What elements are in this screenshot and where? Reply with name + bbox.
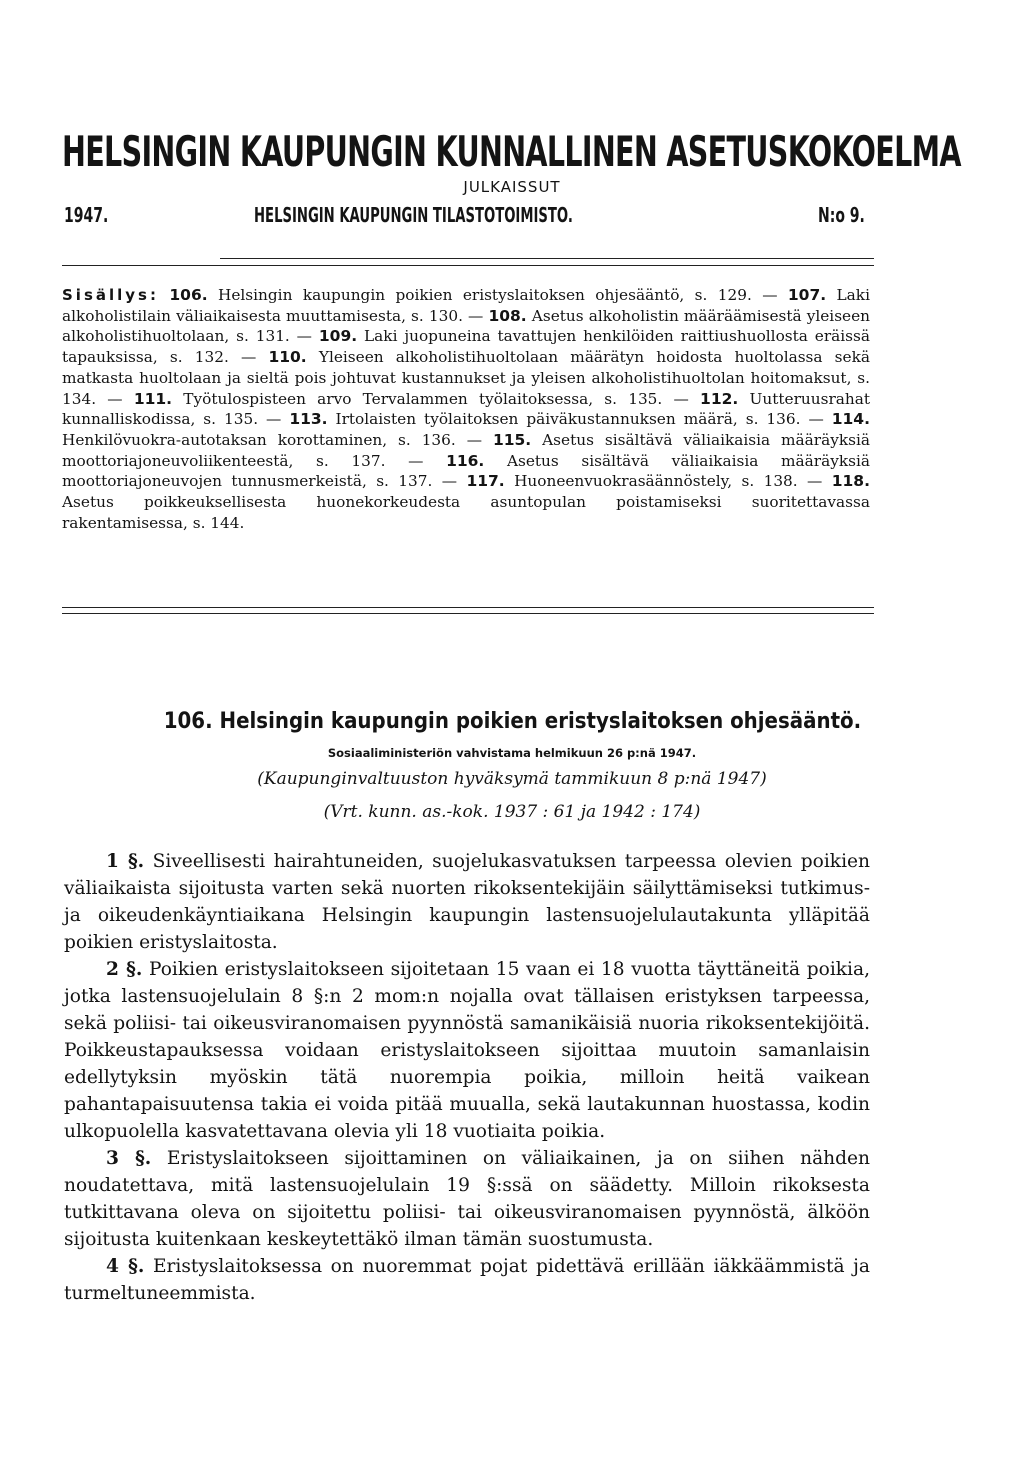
- masthead-title: HELSINGIN KAUPUNGIN KUNNALLINEN ASETUSKOKOELMA: [62, 127, 961, 176]
- contents-entry-number: 109.: [318, 327, 358, 346]
- contents-entry-text: Huoneenvuokrasäännöstely, s. 138.: [504, 472, 798, 491]
- masthead-number: N:o 9.: [818, 203, 865, 227]
- table-of-contents: [62, 285, 870, 533]
- statute-section: [64, 956, 870, 1145]
- section-text: Poikien eristyslaitokseen sijoitetaan 15 vaan ei 18 vuotta täyttäneitä poikia, jotka lastensuojelulain 8 §:n 2 mom:n nojalla ovat tällaisen eristyksen tarpeessa, sekä poliisi- tai oikeusviranomaisen pyynnöstä samanikäisiä nuoria rikoksentekijöitä. Poikkeustapauksessa voidaan eristyslaitokseen sijoittaa muutoin samanlaisin edellytyksin myöskin tätä nuorempia poikia, milloin heitä vaikean pahantapaisuutensa takia ei voida pitää muualla, sekä lautakunnan huostassa, kodin ulkopuolella kasvatettavana olevia yli 18 vuotiaita poikia.: [64, 959, 870, 1142]
- contents-entry-number: 107.: [787, 286, 827, 304]
- contents-entry-text: Irtolaisten työlaitoksen päiväkustannuksen määrä, s. 136.: [327, 410, 801, 429]
- statute-title: [0, 707, 1024, 737]
- contents-entry-number: 114.: [831, 410, 870, 429]
- statute-body: [64, 848, 870, 1307]
- section-number: 4 §.: [106, 1256, 145, 1277]
- contents-entry-text: Asetus alkoholistin määräämisestä yleiseen alkoholistihuoltolaan, s. 131.: [62, 306, 870, 346]
- contents-entry-text: Yleiseen alkoholistihuoltolaan määrätyn hoidosta huoltolassa sekä matkasta huoltolaan ja sieltä pois johtuvat kustannukset ja yleisen alkoholistihuoltolan hoitomaksut, s. 134.: [62, 348, 870, 408]
- statute-section: [64, 1253, 870, 1307]
- masthead-year: 1947.: [64, 203, 109, 227]
- contents-entry-text: Helsingin kaupungin poikien eristyslaitoksen ohjesääntö, s. 129.: [207, 286, 752, 304]
- contents-entry-text: Henkilövuokra-autotaksan korottaminen, s. 136.: [62, 430, 456, 449]
- contents-entry-number: 118.: [831, 472, 870, 491]
- contents-rule-bottom: [62, 613, 874, 614]
- header-rule-bottom: [62, 265, 874, 266]
- section-number: 2 §.: [106, 959, 143, 980]
- contents-entry-number: 117.: [466, 472, 505, 491]
- contents-entry-number: 108.: [488, 306, 527, 325]
- contents-entry-number: 106.: [169, 286, 208, 304]
- contents-entry-text: Asetus sisältävä väliaikaisia määräyksiä moottoriajoneuvoliikenteestä, s. 137.: [62, 430, 870, 470]
- contents-entries: 106. Helsingin kaupungin poikien eristyslaitoksen ohjesääntö, s. 129. — 107. Laki alkoholistilain väliaikaisesta muuttamisesta, s. 130. — 108. Asetus alkoholistin määräämisestä yleiseen alkoholistihuoltolaan, s. 131. — 109. Laki juopuneina tavattujen henkilöiden raittiushuollosta eräissä tapauksissa, s. 132. — 110. Yleiseen alkoholistihuoltolaan määrätyn hoidosta huoltolassa sekä matkasta huoltolaan ja sieltä pois johtuvat kustannukset ja yleisen alkoholistihuoltolan hoitomaksut, s. 134. — 111. Työtulospisteen arvo Tervalammen työlaitoksessa, s. 135. — 112. Uutteruusrahat kunnalliskodissa, s. 135. — 113. Irtolaisten työlaitoksen päiväkustannuksen määrä, s. 136. — 114. Henkilövuokra-autotaksan korottaminen, s. 136. — 115. Asetus sisältävä väliaikaisia määräyksiä moottoriajoneuvoliikenteestä, s. 137. — 116. Asetus sisältävä väliaikaisia määräyksiä moottoriajoneuvojen tunnusmerkeistä, s. 137. — 117. Huoneenvuokrasäännöstely, s. 138. — 118. Asetus poikkeuksellisesta huonekorkeudesta asuntopulan poistamiseksi suoritettavassa rakentamisessa, s. 144.: [62, 286, 871, 532]
- contents-entry-text: Laki alkoholistilain väliaikaisesta muuttamisesta, s. 130.: [62, 286, 870, 325]
- header-rule-top: [220, 258, 874, 259]
- contents-entry-text: Työtulospisteen arvo Tervalammen työlaitoksessa, s. 135.: [172, 389, 663, 408]
- approval-note: Sosiaaliministeriön vahvistama helmikuun 26 p:nä 1947.: [327, 746, 697, 760]
- statute-title-text: 106. Helsingin kaupungin poikien eristyslaitoksen ohjesääntö.: [163, 709, 861, 734]
- reference-note: (Vrt. kunn. as.-kok. 1937 : 61 ja 1942 : 174): [323, 802, 701, 822]
- section-text: Eristyslaitokseen sijoittaminen on väliaikainen, ja on siihen nähden noudatettava, mitä lastensuojelulain 19 §:ssä on säädetty. Milloin rikoksesta tutkittavana oleva on sijoitettu poliisi- tai oikeusviranomaisen pyynnöstä, älköön sijoitusta kuitenkaan keskeytettäkö ilman tämän suostumusta.: [64, 1148, 871, 1250]
- masthead-publisher: HELSINGIN KAUPUNGIN TILASTOTOIMISTO.: [254, 203, 573, 227]
- contents-entry-number: 116.: [446, 451, 485, 470]
- masthead-subtitle: JULKAISSUT: [463, 178, 561, 196]
- contents-entry-text: Uutteruusrahat kunnalliskodissa, s. 135.: [62, 389, 871, 429]
- contents-entry-text: Laki juopuneina tavattujen henkilöiden raittiushuollosta eräissä tapauksissa, s. 132.: [62, 327, 870, 367]
- contents-rule-top: [62, 607, 874, 608]
- contents-entry-number: 115.: [492, 430, 532, 449]
- section-text: Eristyslaitoksessa on nuoremmat pojat pidettävä erillään iäkkäämmistä ja turmeltuneemmista.: [64, 1256, 870, 1304]
- contents-entry-number: 112.: [700, 389, 739, 408]
- statute-section: [64, 1145, 870, 1253]
- statute-section: [64, 848, 870, 956]
- contents-entry-number: 113.: [289, 410, 328, 429]
- contents-entry-number: 111.: [133, 389, 173, 408]
- contents-entry-text: Asetus poikkeuksellisesta huonekorkeudesta asuntopulan poistamiseksi suoritettavassa rakentamisessa, s. 144.: [62, 493, 870, 532]
- section-number: 3 §.: [106, 1148, 152, 1169]
- section-number: 1 §.: [106, 851, 145, 872]
- contents-label: Sisällys:: [62, 286, 159, 304]
- contents-entry-number: 110.: [268, 348, 307, 367]
- contents-entry-text: Asetus sisältävä väliaikaisia määräyksiä moottoriajoneuvojen tunnusmerkeistä, s. 137.: [62, 451, 870, 491]
- section-text: Siveellisesti hairahtuneiden, suojelukasvatuksen tarpeessa olevien poikien väliaikaista sijoitusta varten sekä nuorten rikoksentekijäin säilyttämiseksi tutkimus- ja oikeudenkäyntiaikana Helsingin kaupungin lastensuojelulautakunta ylläpitää poikien eristyslaitosta.: [64, 851, 870, 953]
- ratification-note: (Kaupunginvaltuuston hyväksymä tammikuun 8 p:nä 1947): [257, 769, 767, 789]
